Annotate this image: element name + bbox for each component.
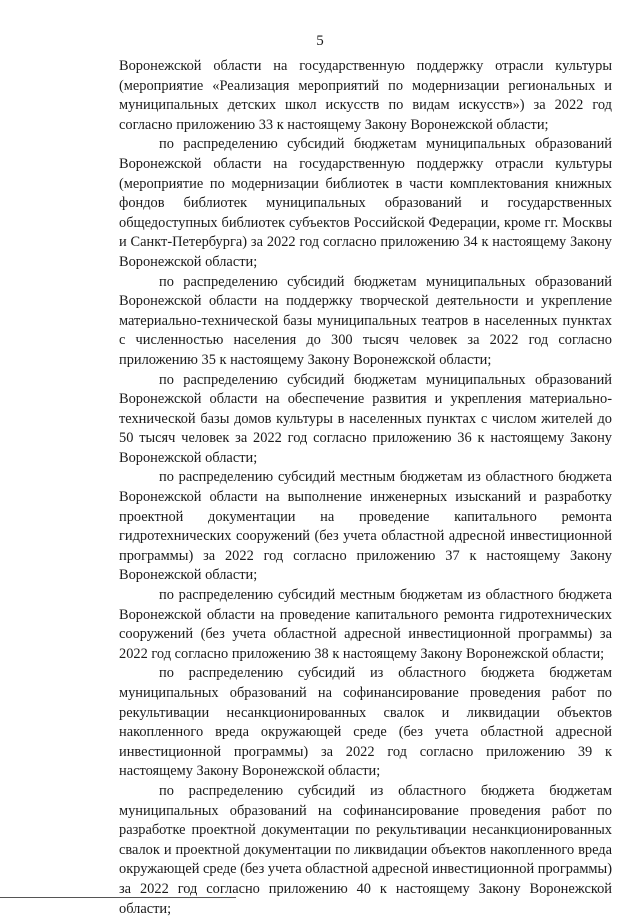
paragraph-appendix-38: по распределению субсидий местным бюджетам из областного бюджета Воронежской области на проведение капитального ремонта гидротехнических сооружений (без учета областной адресной инвестиционной программы) за 2022 год согласно приложению 38 к настоящему Закону Воронежской области;	[119, 587, 612, 662]
footer-divider	[0, 897, 236, 898]
paragraph-appendix-39: по распределению субсидий из областного бюджета бюджетам муниципальных образований на софинансирование проведения работ по рекультивации несанкционированных свалок и ликвидации объектов накопленного вреда окружающей среде (без учета областной адресной инвестиционной программы) за 2022 год согласно приложению 39 к настоящему Закону Воронежской области;	[119, 665, 612, 780]
paragraph-appendix-34: по распределению субсидий бюджетам муниципальных образований Воронежской области на государственную поддержку отрасли культуры (мероприятие по модернизации библиотек в части комплектования книжных фондов библиотек муниципальных образований и государственных общедоступных библиотек субъектов Российской Федерации, кроме гг. Москвы и Санкт-Петербурга) за 2022 год согласно приложению 34 к настоящему Закону Воронежской области;	[119, 136, 612, 270]
paragraph-appendix-36: по распределению субсидий бюджетам муниципальных образований Воронежской области на обеспечение развития и укрепления материально-технической базы домов культуры в населенных пунктах с числом жителей до 50 тысяч человек за 2022 год согласно приложению 36 к настоящему Закону Воронежской области;	[119, 371, 612, 466]
page-number: 5	[316, 33, 324, 49]
paragraph-appendix-40: по распределению субсидий из областного бюджета бюджетам муниципальных образований на софинансирование проведения работ по разработке проектной документации по рекультивации несанкционированных свалок и проектной документации по ликвидации объектов накопленного вреда окружающей среде (без учета областной адресной инвестиционной программы) за 2022 год согласно приложению 40 к настоящему Закону Воронежской области;	[119, 782, 612, 917]
document-body	[119, 57, 612, 919]
paragraph-continuation: Воронежской области на государственную поддержку отрасли культуры (мероприятие «Реализация мероприятий по модернизации региональных и муниципальных детских школ искусств по видам искусств») за 2022 год согласно приложению 33 к настоящему Закону Воронежской области;	[119, 58, 612, 133]
paragraph-appendix-37: по распределению субсидий местным бюджетам из областного бюджета Воронежской области на выполнение инженерных изысканий и разработку проектной документации на проведение капитального ремонта гидротехнических сооружений (без учета областной адресной инвестиционной программы) за 2022 год согласно приложению 37 к настоящему Закону Воронежской области;	[119, 469, 612, 584]
paragraph-appendix-35: по распределению субсидий бюджетам муниципальных образований Воронежской области на поддержку творческой деятельности и укрепление материально-технической базы муниципальных театров в населенных пунктах с численностью населения до 300 тысяч человек за 2022 год согласно приложению 35 к настоящему Закону Воронежской области;	[119, 273, 612, 368]
